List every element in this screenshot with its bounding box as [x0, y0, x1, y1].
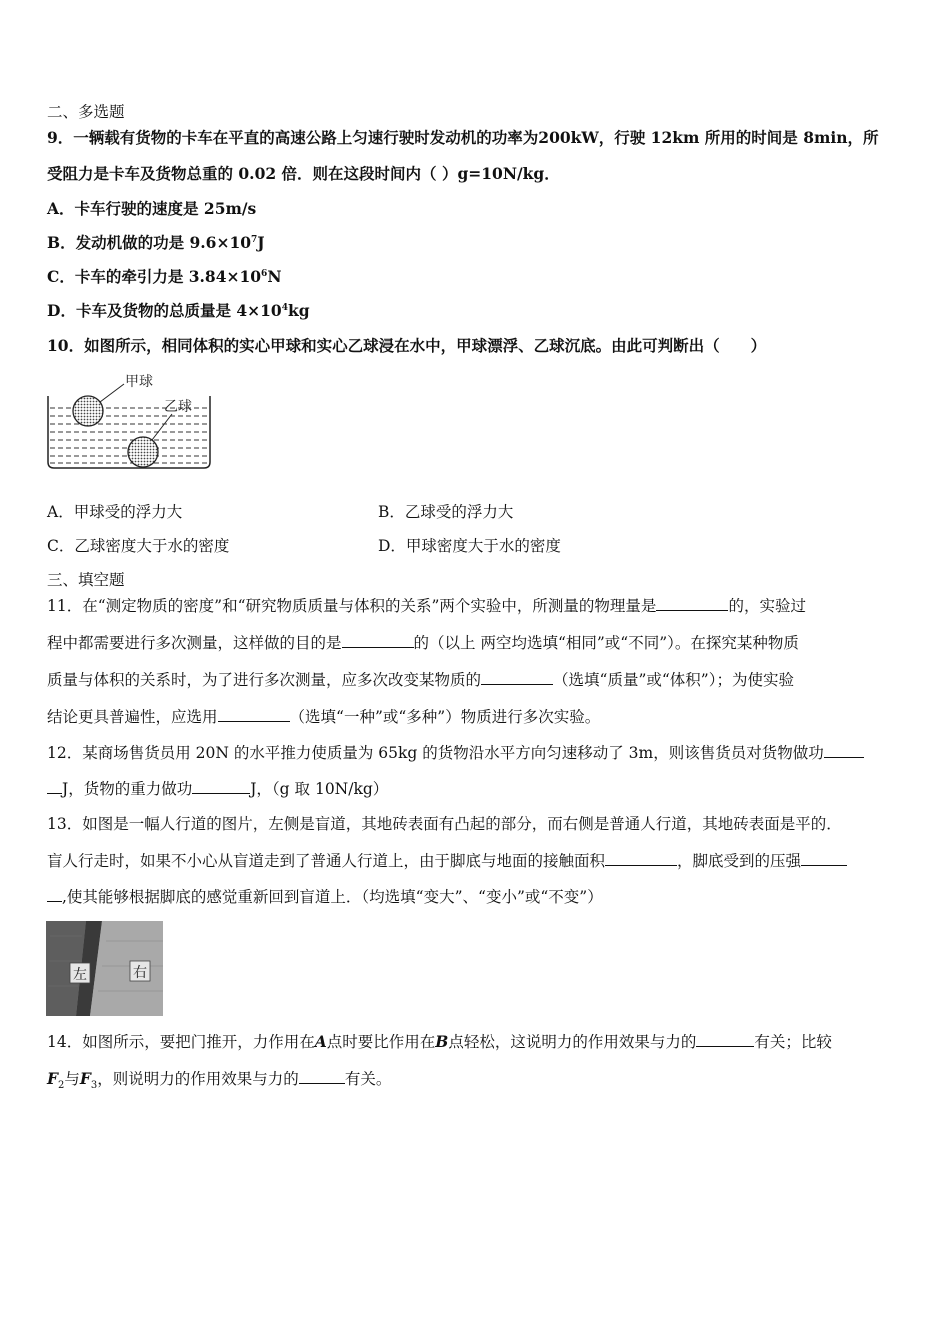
q14-force-f3: F: [79, 1069, 91, 1088]
q12-line2: [47, 778, 900, 800]
q9-option-b-exponent: 7: [251, 234, 258, 245]
q13-line2-mid: ，脚底受到的压强: [677, 852, 802, 870]
q13-line2-text: 盲人行走时，如果不小心从盲道走到了普通人行道上，由于脚底与地面的接触面积: [47, 852, 606, 870]
sidewalk-photo: [46, 921, 163, 1016]
ball-jia: [73, 396, 103, 426]
q12-line2-end: J，（g 取 10N/kg）: [250, 780, 389, 798]
q13-blank-1[interactable]: [605, 851, 677, 866]
q11-line3-text: 质量与体积的关系时，为了进行多次测量，应多次改变某物质的: [47, 671, 482, 689]
q12-line2-text: J，货物的重力做功: [62, 780, 193, 798]
ball-yi: [128, 437, 158, 467]
q14-blank-1[interactable]: [696, 1032, 754, 1047]
q9-option-c-unit: N: [267, 267, 282, 286]
q9-option-b-unit: J: [257, 233, 265, 252]
q14-force-f3-sub: 3: [90, 1080, 98, 1092]
q10-options-row1: [47, 501, 900, 523]
q14-force-f2-sub: 2: [58, 1080, 65, 1092]
label-yi: 乙球: [164, 400, 192, 415]
water-tank-figure: [44, 370, 220, 476]
q14-line1-mid2: 点轻松，这说明力的作用效果与力的: [448, 1033, 697, 1051]
q11-blank-4[interactable]: [218, 707, 290, 722]
section-title-fill-in: 三、填空题: [47, 571, 125, 589]
q13-line3-text: ,使其能够根据脚底的感觉重新回到盲道上．（均选填“变大”、“变小”或“不变”）: [62, 888, 603, 906]
q9-stem-line1: 9．一辆载有货物的卡车在平直的高速公路上匀速行驶时发动机的功率为200kW，行驶 12km 所用的时间是 8min，所: [47, 128, 879, 147]
q12-blank-2[interactable]: [192, 779, 250, 794]
q12-blank-1b[interactable]: [47, 779, 62, 794]
q14-line2: [47, 1068, 900, 1090]
section-title-multiple-choice: 二、多选题: [47, 103, 125, 121]
q11-line1-end: 的，实验过: [728, 597, 806, 615]
q9-option-b-text: B．发动机做的功是 9.6×10: [47, 233, 252, 252]
q11-blank-1[interactable]: [656, 596, 728, 611]
q13-blank-2b[interactable]: [47, 887, 62, 902]
q9-option-b: [47, 232, 900, 254]
q12-blank-1a[interactable]: [824, 743, 864, 758]
q9-option-a: A．卡车行驶的速度是 25m/s: [47, 199, 257, 218]
q14-line1: [47, 1031, 900, 1053]
q11-line4-end: （选填“一种”或“多种”）物质进行多次实验。: [289, 708, 601, 726]
q10-options-row2: [47, 535, 900, 557]
q14-line2-end: 有关。: [344, 1070, 392, 1088]
leader-jia: [100, 384, 124, 402]
q9-option-d-text: D．卡车及货物的总质量是 4×10: [47, 301, 282, 320]
q9-option-c-text: C．卡车的牵引力是 3.84×10: [47, 267, 262, 286]
q11-line2-end: 的（以上 两空均选填“相同”或“不同”）。在探究某种物质: [413, 634, 799, 652]
q13-line1: 13．如图是一幅人行道的图片，左侧是盲道，其地砖表面有凸起的部分，而右侧是普通人行道，其地砖表面是平的．: [47, 815, 842, 833]
q11-line2: [47, 632, 900, 654]
q14-force-f2: F: [47, 1069, 59, 1088]
normal-path: [90, 921, 163, 1016]
q9-option-d-exponent: 4: [281, 302, 288, 313]
q13-line3: [47, 886, 900, 908]
q9-option-c-exponent: 6: [261, 268, 268, 279]
q13-blank-2a[interactable]: [801, 851, 847, 866]
q14-line1-end: 有关；比较: [754, 1033, 832, 1051]
q10-stem: 10．如图所示，相同体积的实心甲球和实心乙球浸在水中，甲球漂浮、乙球沉底。由此可判断出（ ）: [47, 336, 767, 355]
q11-line3: [47, 669, 900, 691]
q9-option-d: [47, 300, 900, 322]
photo-left-label: 左: [73, 968, 87, 983]
q14-line2-text: ，则说明力的作用效果与力的: [97, 1070, 299, 1088]
q11-blank-2[interactable]: [342, 633, 414, 648]
q9-option-c: [47, 266, 900, 288]
q10-option-b: B．乙球受的浮力大: [378, 503, 514, 521]
q11-line1: [47, 595, 900, 617]
q12-line1-text: 12．某商场售货员用 20N 的水平推力使质量为 65kg 的货物沿水平方向匀速移动了 3m，则该售货员对货物做功: [47, 744, 824, 762]
leader-yi: [152, 414, 172, 440]
q11-line1-text: 11．在“测定物质的密度”和“研究物质质量与体积的关系”两个实验中，所测量的物理量是: [47, 597, 657, 615]
photo-right-label: 右: [133, 966, 147, 981]
q10-option-d: D．甲球密度大于水的密度: [378, 537, 561, 555]
q11-line2-text: 程中都需要进行多次测量，这样做的目的是: [47, 634, 342, 652]
q11-line4: [47, 706, 900, 728]
q11-line3-end: （选填“质量”或“体积”）；为使实验: [553, 671, 794, 689]
q11-blank-3[interactable]: [481, 670, 553, 685]
q9-option-d-unit: kg: [287, 301, 310, 320]
q14-and: 与: [64, 1070, 80, 1088]
q11-line4-text: 结论更具普遍性，应选用: [47, 708, 218, 726]
q9-stem-line2: 受阻力是卡车及货物总重的 0.02 倍．则在这段时间内（ ）g=10N/kg．: [47, 164, 560, 183]
q13-line2: [47, 850, 900, 872]
q14-point-a: A: [314, 1032, 327, 1051]
q14-line1-text: 14．如图所示，要把门推开，力作用在: [47, 1033, 315, 1051]
q10-option-c: C．乙球密度大于水的密度: [47, 537, 230, 555]
q10-option-a: A．甲球受的浮力大: [47, 503, 183, 521]
q12-line1: [47, 742, 900, 764]
q14-point-b: B: [435, 1032, 449, 1051]
label-jia: 甲球: [125, 375, 153, 390]
q14-line1-mid1: 点时要比作用在: [326, 1033, 436, 1051]
q14-blank-2[interactable]: [299, 1069, 345, 1084]
